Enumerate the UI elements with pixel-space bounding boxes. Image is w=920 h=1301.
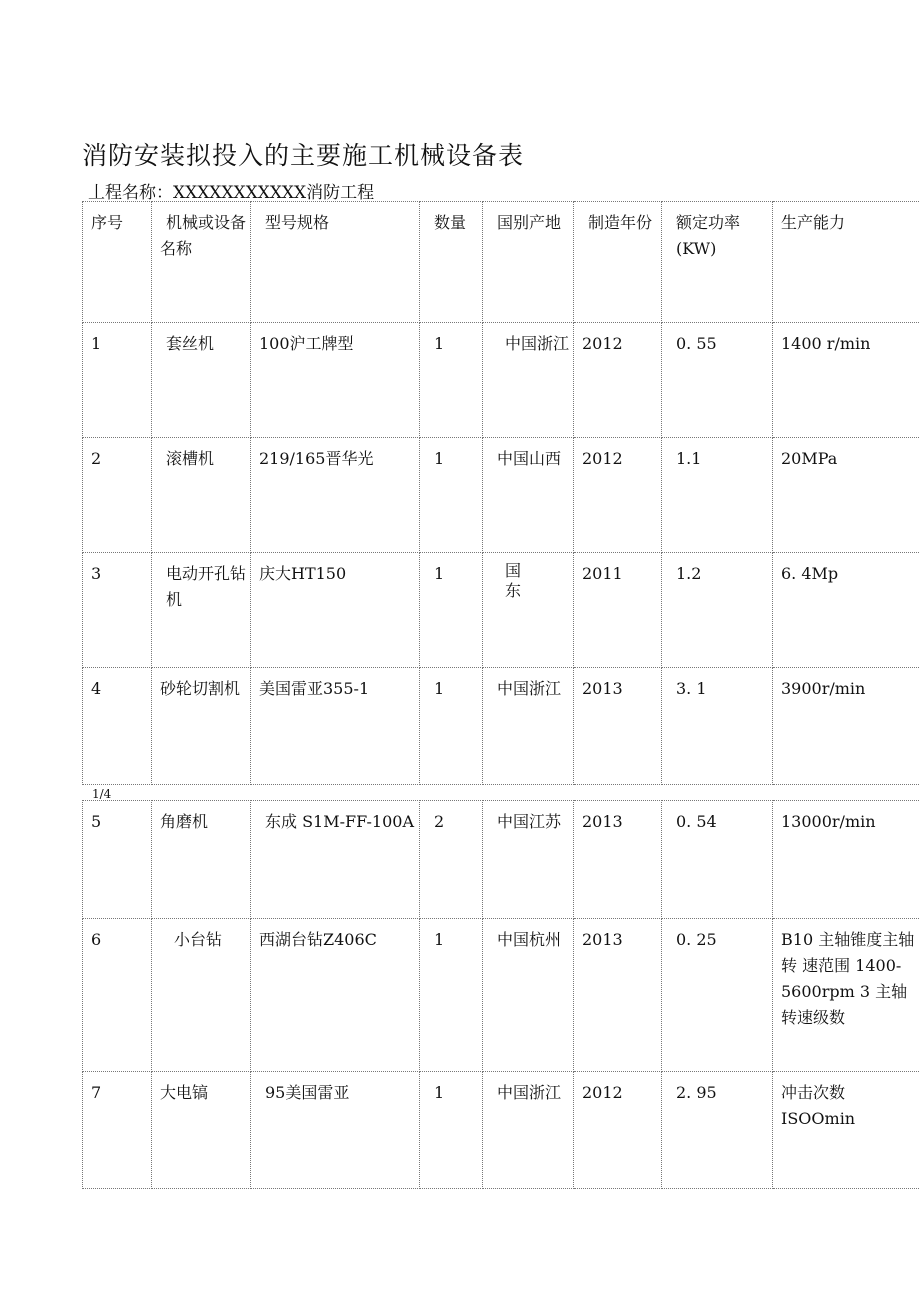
cell-origin: 中国山西 xyxy=(483,438,574,553)
cell-qty: 1 xyxy=(420,1072,483,1189)
cell-qty: 1 xyxy=(420,323,483,438)
table-row xyxy=(83,1072,920,1189)
project-name: 丄程名称：XXXXXXXXXXX消防工程 xyxy=(88,183,375,203)
cell-model: 219/165晋华光 xyxy=(251,438,420,553)
cell-power: 1.2 xyxy=(662,553,773,668)
cell-power: 0. 55 xyxy=(662,323,773,438)
header-qty: 数量 xyxy=(420,202,483,323)
cell-no: 4 xyxy=(83,668,152,785)
page-number: 1/4 xyxy=(92,787,112,801)
cell-qty: 2 xyxy=(420,801,483,919)
table-row xyxy=(83,553,920,668)
cell-year: 2011 xyxy=(574,553,662,668)
header-name xyxy=(152,202,251,323)
cell-origin xyxy=(483,553,574,668)
cell-origin: 中国浙江 xyxy=(483,668,574,785)
cell-name: 滚槽机 xyxy=(152,438,251,553)
cell-capacity: B10 主轴锥度主轴转 速范围 1400-5600rpm 3 主轴转速级数 xyxy=(773,919,920,1072)
cell-power: 2. 95 xyxy=(662,1072,773,1189)
cell-year: 2012 xyxy=(574,323,662,438)
cell-qty: 1 xyxy=(420,438,483,553)
cell-year: 2012 xyxy=(574,1072,662,1189)
cell-power: 1.1 xyxy=(662,438,773,553)
table-header-row xyxy=(83,202,920,323)
cell-no: 6 xyxy=(83,919,152,1072)
cell-origin-text: 国东 xyxy=(505,561,522,600)
cell-model: 东成 S1M-FF-100A xyxy=(251,801,420,919)
cell-capacity: 冲击次数 ISOOmin xyxy=(773,1072,920,1189)
table-row xyxy=(83,919,920,1072)
cell-capacity: 20MPa xyxy=(773,438,920,553)
cell-name: 砂轮切割机 xyxy=(152,668,251,785)
cell-model: 美国雷亚355-1 xyxy=(251,668,420,785)
header-model: 型号规格 xyxy=(251,202,420,323)
cell-no: 2 xyxy=(83,438,152,553)
cell-name: 角磨机 xyxy=(152,801,251,919)
cell-origin: 中国浙江 xyxy=(483,1072,574,1189)
cell-model: 西湖台钻Z406C xyxy=(251,919,420,1072)
header-no: 序号 xyxy=(83,202,152,323)
cell-power: 0. 54 xyxy=(662,801,773,919)
header-power: 额定功率(KW) xyxy=(662,202,773,323)
cell-qty: 1 xyxy=(420,919,483,1072)
cell-origin: 中国杭州 xyxy=(483,919,574,1072)
cell-no: 1 xyxy=(83,323,152,438)
equipment-table-part-2 xyxy=(82,800,920,1189)
cell-qty: 1 xyxy=(420,668,483,785)
cell-power: 3. 1 xyxy=(662,668,773,785)
cell-capacity: 6. 4Mp xyxy=(773,553,920,668)
cell-year: 2013 xyxy=(574,919,662,1072)
cell-year: 2013 xyxy=(574,801,662,919)
table-row xyxy=(83,668,920,785)
cell-name: 小台钻 xyxy=(152,919,251,1072)
table-row xyxy=(83,438,920,553)
cell-origin: 中国浙江 xyxy=(483,323,574,438)
header-name-text: 机械或设备名称 xyxy=(160,213,247,258)
table-row xyxy=(83,801,920,919)
header-capacity: 生产能力 xyxy=(773,202,920,323)
cell-model: 100沪工牌型 xyxy=(251,323,420,438)
cell-no: 3 xyxy=(83,553,152,668)
cell-qty: 1 xyxy=(420,553,483,668)
cell-name: 电动开孔钻机 xyxy=(152,553,251,668)
cell-name: 套丝机 xyxy=(152,323,251,438)
cell-model: 95美国雷亚 xyxy=(251,1072,420,1189)
cell-year: 2013 xyxy=(574,668,662,785)
header-origin: 国别产地 xyxy=(483,202,574,323)
cell-model: 庆大HT150 xyxy=(251,553,420,668)
cell-capacity: 1400 r/min xyxy=(773,323,920,438)
table-row xyxy=(83,323,920,438)
cell-capacity: 3900r/min xyxy=(773,668,920,785)
cell-capacity: 13000r/min xyxy=(773,801,920,919)
cell-origin: 中国江苏 xyxy=(483,801,574,919)
header-year: 制造年份 xyxy=(574,202,662,323)
document-title: 消防安装拟投入的主要施工机械设备表 xyxy=(82,141,525,170)
equipment-table-part-1 xyxy=(82,201,920,785)
cell-year: 2012 xyxy=(574,438,662,553)
cell-name: 大电镐 xyxy=(152,1072,251,1189)
cell-no: 5 xyxy=(83,801,152,919)
cell-power: 0. 25 xyxy=(662,919,773,1072)
cell-no: 7 xyxy=(83,1072,152,1189)
